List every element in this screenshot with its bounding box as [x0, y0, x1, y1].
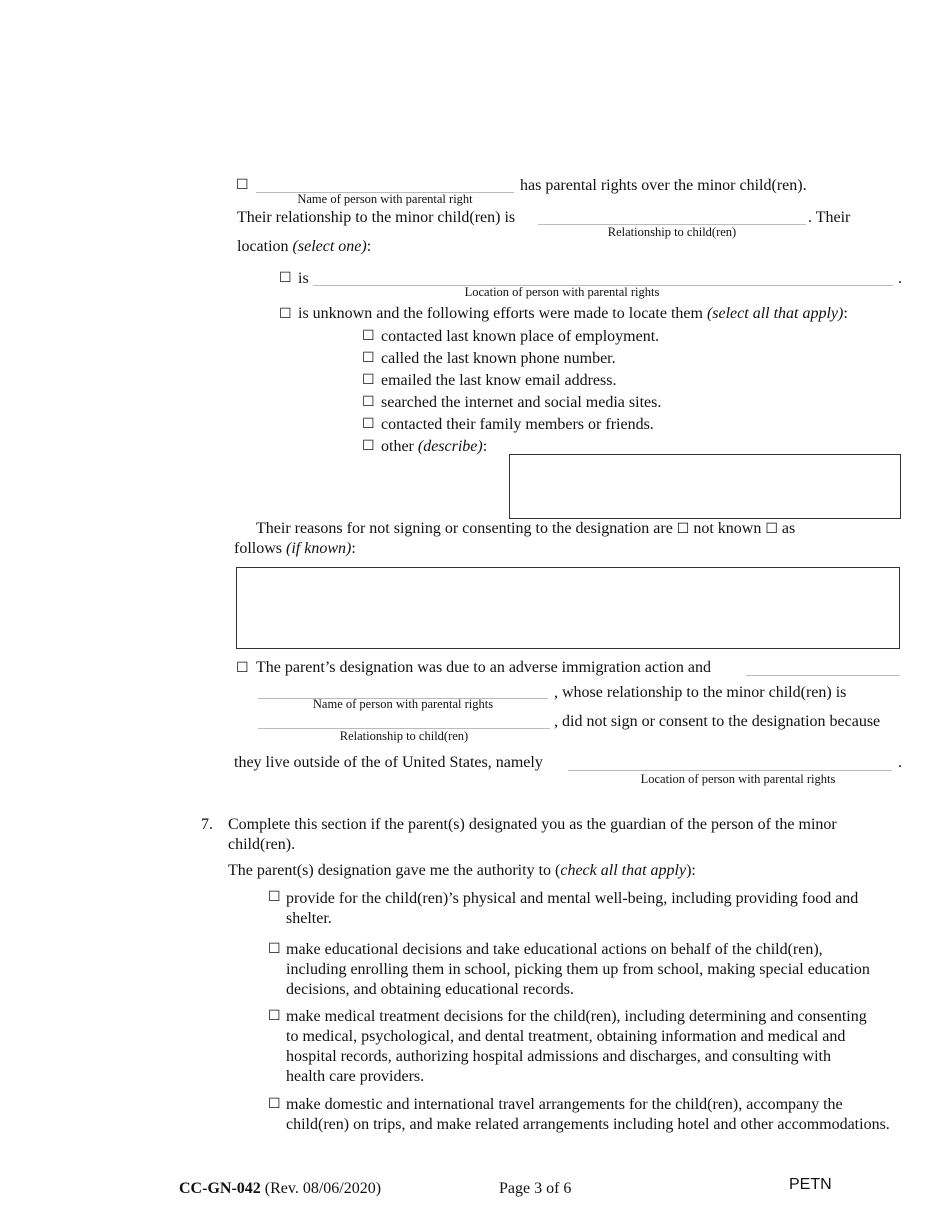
location-label-line: location (select one):	[237, 238, 372, 255]
effort-other-checkbox[interactable]: ☐	[362, 438, 375, 454]
authority-item-text	[286, 940, 926, 1000]
reasons-follows: follows (if known):	[234, 540, 356, 557]
name-caption: Name of person with parental right	[297, 192, 473, 206]
section7-intro-line2: child(ren).	[228, 836, 296, 853]
authority-item-checkbox[interactable]: ☐	[268, 1008, 281, 1024]
immigration-whose-text: , whose relationship to the minor child(ren) is	[554, 684, 847, 701]
immigration-did-not-text: , did not sign or consent to the designation because	[554, 713, 881, 730]
effort-label: emailed the last know email address.	[381, 372, 617, 389]
footer-page-number: Page 3 of 6	[499, 1180, 572, 1197]
effort-checkbox[interactable]: ☐	[362, 416, 375, 432]
authority-item-checkbox[interactable]: ☐	[268, 1096, 281, 1112]
immigration-checkbox[interactable]: ☐	[236, 660, 249, 676]
location-period: .	[898, 270, 902, 287]
authority-item-line: decisions, and obtaining educational records.	[286, 981, 574, 998]
authority-item-text	[286, 1007, 926, 1087]
reasons-box[interactable]	[236, 567, 900, 649]
effort-label: contacted last known place of employment.	[381, 328, 660, 345]
footer-form-code: PETN	[789, 1176, 832, 1193]
section7-number: 7.	[201, 816, 213, 833]
location-unknown-text: is unknown and the following efforts were made to locate them (select all that apply):	[298, 305, 848, 322]
immigration-name-caption: Name of person with parental rights	[312, 697, 494, 711]
immigration-location-line[interactable]	[568, 770, 892, 771]
authority-item-line: make domestic and international travel arrangements for the child(ren), accompany the	[286, 1096, 843, 1113]
immigration-relationship-caption: Relationship to child(ren)	[339, 729, 469, 743]
effort-checkbox[interactable]: ☐	[362, 328, 375, 344]
has-rights-text: has parental rights over the minor child(ren).	[520, 177, 807, 194]
effort-checkbox[interactable]: ☐	[362, 372, 375, 388]
authority-item-line: health care providers.	[286, 1068, 425, 1085]
relationship-suffix: . Their	[808, 209, 851, 226]
immigration-name-line-a[interactable]	[746, 675, 900, 676]
authority-item-text	[286, 1095, 946, 1135]
reasons-text: Their reasons for not signing or consenting to the designation are ☐ not known ☐ as	[256, 520, 796, 537]
immigration-outside-text: they live outside of the of United States, namely	[234, 754, 543, 771]
location-unknown-checkbox[interactable]: ☐	[279, 306, 292, 322]
authority-item-line: including enrolling them in school, picking them up from school, making special education	[286, 961, 870, 978]
not-known-checkbox[interactable]: ☐	[676, 521, 690, 537]
location-caption: Location of person with parental rights	[464, 285, 660, 299]
section7-intro-line1: Complete this section if the parent(s) designated you as the guardian of the person of the minor	[228, 816, 837, 833]
effort-checkbox[interactable]: ☐	[362, 350, 375, 366]
immigration-line1: The parent’s designation was due to an adverse immigration action and	[256, 659, 711, 676]
relationship-prefix: Their relationship to the minor child(ren) is	[237, 209, 516, 226]
authority-item-line: make educational decisions and take educational actions on behalf of the child(ren),	[286, 941, 823, 958]
authority-item-checkbox[interactable]: ☐	[268, 941, 281, 957]
as-follows-checkbox[interactable]: ☐	[765, 521, 778, 537]
immigration-location-caption: Location of person with parental rights	[640, 772, 836, 786]
immigration-period: .	[898, 754, 902, 771]
location-is-label: is	[298, 270, 309, 287]
authority-item-line: child(ren) on trips, and make related arrangements including hotel and other accommodations.	[286, 1116, 890, 1133]
authority-item-line: hospital records, authorizing hospital admissions and discharges, and consulting with	[286, 1048, 831, 1065]
authority-item-line: shelter.	[286, 910, 332, 927]
section7-authority: The parent(s) designation gave me the authority to (check all that apply):	[228, 862, 696, 879]
effort-label: called the last known phone number.	[381, 350, 616, 367]
effort-checkbox[interactable]: ☐	[362, 394, 375, 410]
authority-item-line: provide for the child(ren)’s physical and mental well-being, including providing food and	[286, 890, 859, 907]
other-describe-box[interactable]	[509, 454, 901, 519]
effort-label: searched the internet and social media sites.	[381, 394, 662, 411]
relationship-caption: Relationship to child(ren)	[607, 225, 737, 239]
effort-label: contacted their family members or friends.	[381, 416, 654, 433]
location-known-checkbox[interactable]: ☐	[279, 270, 292, 286]
footer-form-id: CC-GN-042 (Rev. 08/06/2020)	[179, 1180, 382, 1197]
effort-other-label: other (describe):	[381, 438, 488, 455]
authority-item-line: to medical, psychological, and dental treatment, obtaining information and medical and	[286, 1028, 846, 1045]
authority-item-text	[286, 889, 926, 929]
parental-rights-checkbox[interactable]: ☐	[236, 177, 249, 193]
authority-item-line: make medical treatment decisions for the child(ren), including determining and consenting	[286, 1008, 867, 1025]
authority-item-checkbox[interactable]: ☐	[268, 889, 281, 905]
